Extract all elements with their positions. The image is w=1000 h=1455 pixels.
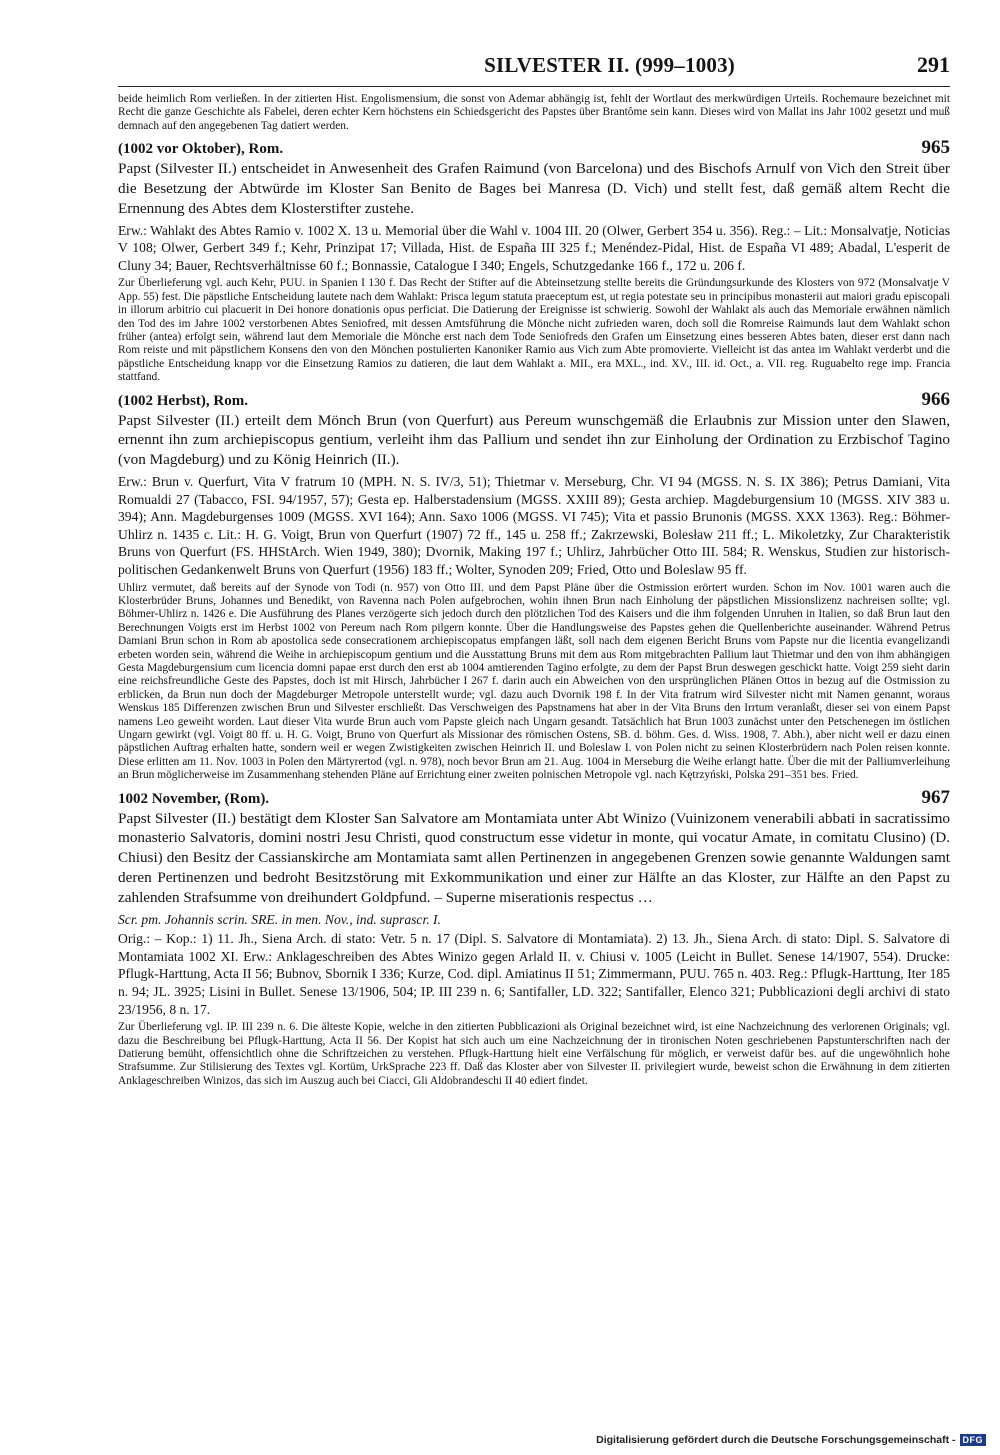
digitization-footer [596,1434,986,1446]
entry-number: 966 [921,388,950,410]
entry-note: Zur Überlieferung vgl. auch Kehr, PUU. in Spanien I 130 f. Das Recht der Stifter auf die Abteinsetzung stellte bereits die Gründungsurkunde des Klosters von 972 (Monsalvatje V App. 55) fest. Die päpstliche Entscheidung lautete nach dem Wahlakt: Prisca legum statuta praeceptum est, ut regia potestate seu in principibus monasterii aut maiori gradu episcopali in illorum arbitrio cui placuerit in Dei honore donationis opus perficiat. Die Datierung der Ereignisse ist schwierig. Sowohl der Wahlakt als auch das Memoriale erwähnen nämlich den Tod des im Jahre 1002 verstorbenen Abtes Seniofred, mit dessen Amtsführung die Mönche nicht zufrieden waren, doch soll die Romreise Raimunds laut dem Wahlakt schon früher (antea) erfolgt sein, während laut dem Memoriale die Mönche erst nach dem Tode Seniofreds den Grafen um Einsetzung eines besseren Abtes baten, dieser erst dann nach Rom reiste und mit päpstlichem Konsens den von den Mönchen postulierten Kanoniker Ramio aus Vich zum Abte promovierte. Vielleicht ist das antea im Wahlakt verderbt und die päpstliche Entscheidung knapp vor die Einsetzung Ramios zu datieren, die laut dem Wahlakt a. MII., era MXL., ind. XV., III. id. Oct., a. VII. reg. Ruguabelto rege imp. Francia stattfand. [118,277,950,384]
entry-967 [118,787,950,1089]
entry-regest: Papst Silvester (II.) erteilt dem Mönch Brun (von Querfurt) aus Pereum wunschgemäß die Erlaubnis zur Mission unter den Slawen, ernennt ihn zum archiepiscopus gentium, verleiht ihm das Pallium und sendet ihn zur Einholung der Ordination zu Erzbischof Tagino (von Magdeburg) und zu König Heinrich (II.). [118,411,950,469]
intro-paragraph: beide heimlich Rom verließen. In der zitierten Hist. Engolismensium, die sonst von Ademar abhängig ist, fehlt der Wortlaut des merkwürdigen Urteils. Rochemaure bezeichnet mit Recht die ganze Geschichte als Fabelei, deren echter Kern höchstens ein Schiedsgericht des Papstes über Brantôme sein kann. Dieses wird von Mallat ins Jahr 1002 gesetzt und muß demnach auf den angegebenen Tag datiert werden. [118,93,950,132]
entry-head [118,137,950,159]
entry-date: (1002 vor Oktober), Rom. [118,141,284,158]
entry-head [118,787,950,809]
entry-head [118,389,950,411]
running-header [118,52,950,87]
entry-966 [118,389,950,783]
entry-sources: Erw.: Wahlakt des Abtes Ramio v. 1002 X. 13 u. Memorial über die Wahl v. 1004 III. 20 (Olwer, Gerbert 354 u. 356). Reg.: – Lit.: Monsalvatje, Noticias V 108; Olwer, Gerbert 349 f.; Kehr, Prinzipat 17; Villada, Hist. de España III 325 f.; Menéndez-Pidal, Hist. de España VI 489; Abadal, L'esperit de Cluny 34; Bauer, Rechtsverhältnisse 60 f.; Bonnassie, Catalogue I 340; Engels, Schutzgedanke 166 f., 172 u. 206 f. [118,222,950,273]
entry-number: 965 [921,137,950,159]
entry-965 [118,137,950,384]
running-title: SILVESTER II. (999–1003) [484,53,735,77]
entry-number: 967 [921,786,950,808]
entry-regest: Papst Silvester (II.) bestätigt dem Kloster San Salvatore am Montamiata unter Abt Winizo (Vuinizonem venerabili abbati in sacratissimo monasterio Salvatoris, domini nostri Jesu Christi, quod constructum esse videtur in monte, qui vocatur Amate, in comitatu Clusino) (D. Chiusi) den Besitz der Cassianskirche am Montamiata samt allen Pertinenzen in angegebenen Grenzen sowie genannte Waldungen samt deren Pertinenzen und bedroht Besitzstörung mit Exkommunikation und einer zur Hälfte an das Kloster, zur Hälfte an den Papst zu zahlenden Strafsumme von dreihundert Goldpfund. – Superne miserationis respectus … [118,809,950,906]
entry-date: 1002 November, (Rom). [118,790,270,807]
entry-sources: Orig.: – Kop.: 1) 11. Jh., Siena Arch. di stato: Vetr. 5 n. 17 (Dipl. S. Salvatore di Montamiata). 2) 13. Jh., Siena Arch. di stato: Dipl. S. Salvatore di Montamiata 1002 XI. Erw.: Anklageschreiben des Abtes Winizo gegen Arlald II. v. Chiusi v. 1005 (Leicht in Bullet. Senese 14/1907, 554). Drucke: Pflugk-Harttung, Acta II 56; Bubnov, Sbornik I 336; Kurze, Cod. dipl. Amiatinus II 51; Zimmermann, PUU. 765 n. 403. Reg.: Pflugk-Harttung, Iter 185 n. 94; JL. 3925; Lisini in Bullet. Senese 13/1906, 504; IP. III 239 n. 6; Santifaller, LD. 322; Santifaller, Elenco 321; Pubblicazioni degli archivi di stato 23/1956, 8 n. 17. [118,931,950,1017]
dfg-logo-icon: DFG [960,1434,987,1446]
page-number: 291 [917,52,950,77]
entry-scriptum-line: Scr. pm. Johannis scrin. SRE. in men. Nov., ind. suprascr. I. [118,911,441,927]
entry-date: (1002 Herbst), Rom. [118,392,248,409]
entry-note: Uhlirz vermutet, daß bereits auf der Synode von Todi (n. 957) von Otto III. und dem Papst Pläne über die Ostmission erörtert wurden. Schon im Nov. 1001 waren auch die Klosterbrüder Bruns, Johannes und Benedikt, von Ravenna nach Polen aufgebrochen, wohin ihnen Brun nach Einholung der päpstlichen Missionslizenz nachreisen sollte; vgl. Böhmer-Uhlirz n. 1426 e. Die Ausführung des Planes verzögerte sich jedoch durch den plötzlichen Tod des Kaisers und die ihm folgenden Unruhen in Italien, so daß Brun laut den Berechnungen Voigts erst im Herbst 1002 von Pereum nach Rom pilgern konnte. Über die Handlungsweise des Papstes gehen die Quellenberichte auseinander. Während Petrus Damiani Brun schon in Rom ab apostolica sede consecrationem archiepiscopatus empfangen läßt, soll nach dem eigenen Bericht Bruns vom Papste nur die licentia evangelizandi erbeten worden sein, während die Weihe in archiepiscopum gentium und die Ausstattung Bruns mit dem aus Rom mitgebrachten Pallium laut Thietmar und den von ihm abhängigen Gesta Magdeburgensium cum licencia domni papae erst durch den erst ab 1004 amtierenden Tagino erfolgte, zu dem der Papst Brun deswegen geschickt hatte. Voigt 259 sieht darin eine reichsfreundliche Geste des Papstes, doch ist mit Hirsch, Jahrbücher I 267 f. darin auch ein Abweichen von den ursprünglichen Plänen Ottos in bezug auf die Ostmission zu erblicken, da Brun nun doch der Magdeburger Metropole unterstellt wurde; vgl. dazu auch Dvornik 198 f. In der Vita fratrum wird Silvester nicht mit Namen genannt, woraus Wenskus 185 Differenzen zwischen Brun und Silvester erschließt. Das Verschweigen des Papstnamens hat aber in der Vita Bruns den Irrtum veranlaßt, dieser sei von einem Papst namens Leo geweiht worden. Laut dieser Vita wurde Brun auch vom Papste gleich nach Ungarn gesandt. Tatsächlich hat Brun 1003 zunächst unter den Petschenegen im östlichen Ungarn gewirkt (vgl. Voigt 80 ff. u. H. G. Voigt, Bruno von Querfurt als Missionar des römischen Ostens, SB. d. böhm. Ges. d. Wiss. 1908, 7. Abh.), aber nicht weil er dazu einen päpstlichen Auftrag erhalten hatte, sondern weil er wegen Zwistigkeiten zwischen Heinrich II. und Boleslaw I. von Polen nicht zu seinen Klosterbrüdern nach Polen reisen konnte. Diese erlitten am 11. Nov. 1003 in Polen den Märtyrertod (vgl. n. 978), noch bevor Brun am 21. Aug. 1004 in Merseburg die Weihe erlangt hatte. Über die mit der Palliumverleihung an Brun möglicherweise im Zusammenhang stehenden Pläne auf Errichtung einer zweiten polnischen Metropole vgl. nach Kętrzyński, Polska 291–351 bes. Fried. [118,581,950,782]
entry-sources: Erw.: Brun v. Querfurt, Vita V fratrum 10 (MPH. N. S. IV/3, 51); Thietmar v. Merseburg, Chr. VI 94 (MGSS. N. S. IX 386); Petrus Damiani, Vita Romualdi 27 (Tabacco, FSI. 94/1957, 57); Gesta ep. Halberstadensium (MGSS. XXIII 89); Gesta archiep. Magdeburgensium 10 (MGSS. XIV 383 u. 394); Ann. Magdeburgenses 1009 (MGSS. XVI 164); Ann. Saxo 1006 (MGSS. VI 745); Vita et passio Brunonis (MGSS. XXX 1363). Reg.: Böhmer-Uhlirz n. 1435 c. Lit.: H. G. Voigt, Brun von Querfurt (1907) 72 ff., 145 u. 258 ff.; Zakrzewski, Bolesław 211 ff.; L. Mikoletzky, Zur Charakteristik Bruns von Querfurt (FS. HHStArch. Wien 1949, 380); Dvornik, Making 197 f.; Uhlirz, Jahrbücher Otto III. 584; R. Wenskus, Studien zur historisch-politischen Gedankenwelt Bruns von Querfurt (1956) 183 ff.; Wolter, Synoden 209; Fried, Otto und Boleslaw 95 ff. [118,474,950,577]
page [118,52,950,1091]
entry-note: Zur Überlieferung vgl. IP. III 239 n. 6. Die älteste Kopie, welche in den zitierten Pubblicazioni als Original bezeichnet wird, ist eine Nachzeichnung des verlorenen Originals; vgl. dazu die Beschreibung bei Pflugk-Harttung, Acta II 56. Der Kopist hat sich auch um eine Nachzeichnung der in tironischen Noten geschriebenen Papstunterschriften nach der Datierung bemüht, offensichtlich ohne die Schriftzeichen zu verstehen. Pflugk-Harttung hielt eine Verfälschung für möglich, er verweist dafür bes. auf die ungewöhnlich hohe Strafsumme. Zur Stilisierung des Textes vgl. Kortüm, UrkSprache 223 ff. Daß das Kloster aber von Silvester II. privilegiert wurde, beweist schon die Erwähnung in dem zitierten Anklageschreiben Winizos, das sich im Auszug auch bei Ciacci, Gli Aldobrandeschi II 40 ediert findet. [118,1021,950,1087]
entry-regest: Papst (Silvester II.) entscheidet in Anwesenheit des Grafen Raimund (von Barcelona) und des Bischofs Arnulf von Vich den Streit über die Besetzung der Abtwürde im Kloster San Benito de Bages bei Manresa (D. Vich) und stellt fest, daß gemäß altem Recht die Ernennung des Abtes dem Klosterstifter zustehe. [118,160,950,217]
footer-credit: Digitalisierung gefördert durch die Deutsche Forschungsgemeinschaft - [596,1434,956,1446]
